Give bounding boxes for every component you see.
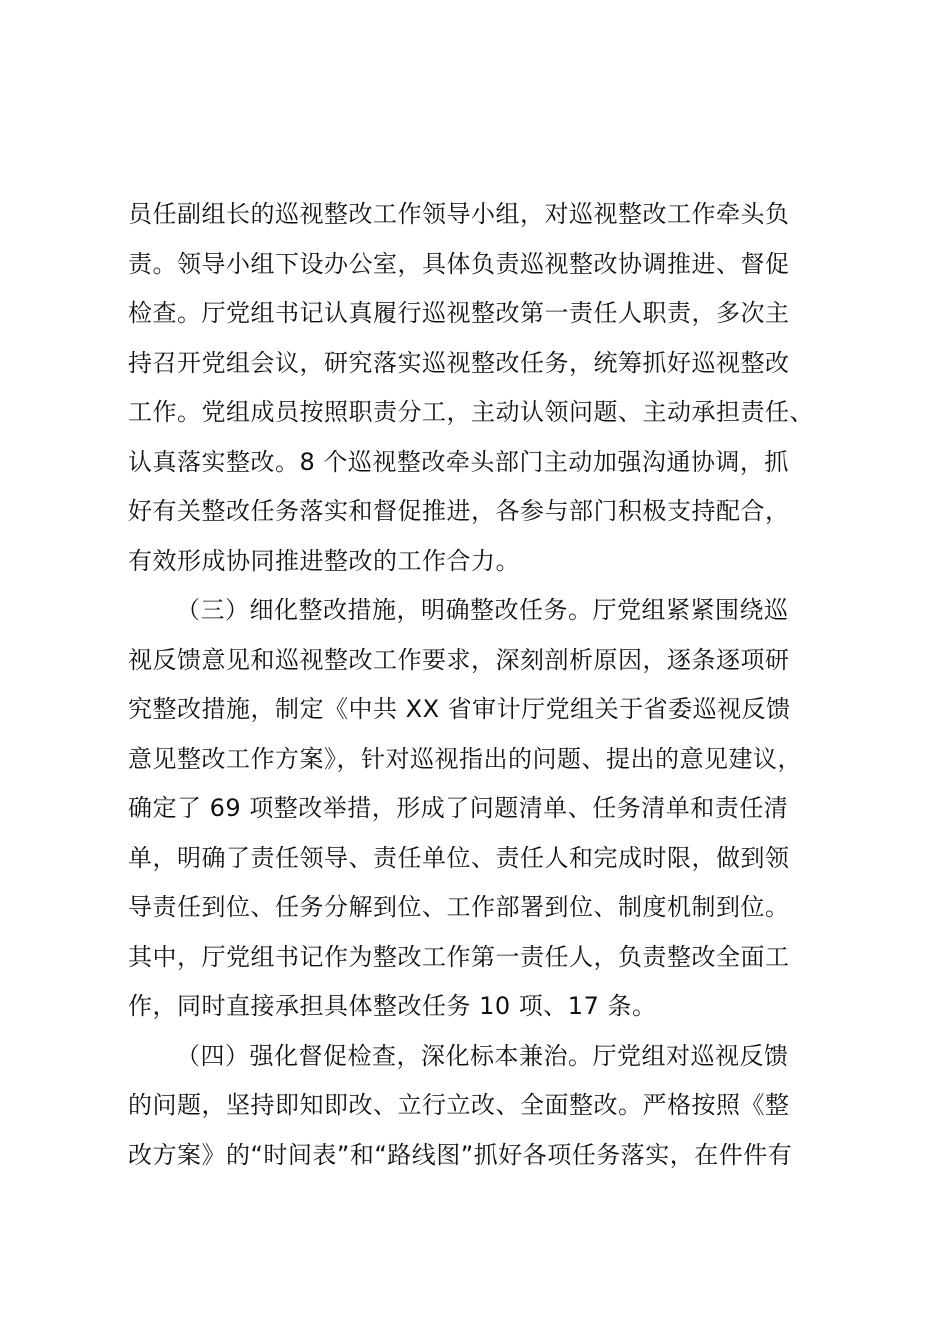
text-line: 认真落实整改。8 个巡视整改牵头部门主动加强沟通协调，抓 xyxy=(128,447,789,476)
document-body xyxy=(128,190,828,1180)
text-line: 意见整改工作方案》，针对巡视指出的问题、提出的意见建议， xyxy=(128,744,802,773)
text-line: 的问题，坚持即知即改、立行立改、全面整改。严格按照《整 xyxy=(128,1091,790,1119)
section-heading-line: （三）细化整改措施，明确整改任务。厅党组紧紧围绕巡 xyxy=(176,596,789,624)
section-heading-line: （四）强化督促检查，深化标本兼治。厅党组对巡视反馈 xyxy=(176,1041,789,1070)
text-line: 视反馈意见和巡视整改工作要求，深刻剖析原因，逐条逐项研 xyxy=(128,645,790,674)
text-line: 导责任到位、任务分解到位、工作部署到位、制度机制到位。 xyxy=(128,893,790,921)
text-line: 改方案》的“时间表”和“路线图”抓好各项任务落实，在件件有 xyxy=(128,1140,793,1169)
text-line: 员任副组长的巡视整改工作领导小组，对巡视整改工作牵头负 xyxy=(128,200,790,228)
text-line: 工作。党组成员按照职责分工，主动认领问题、主动承担责任、 xyxy=(128,398,814,426)
text-line: 究整改措施，制定《中共 XX 省审计厅党组关于省委巡视反馈 xyxy=(128,695,791,723)
text-line: 检查。厅党组书记认真履行巡视整改第一责任人职责，多次主 xyxy=(128,299,790,327)
text-line: 确定了 69 项整改举措，形成了问题清单、任务清单和责任清 xyxy=(128,794,789,822)
text-line: 持召开党组会议，研究落实巡视整改任务，统筹抓好巡视整改 xyxy=(128,348,790,377)
text-line: 责。领导小组下设办公室，具体负责巡视整改协调推进、督促 xyxy=(128,249,790,278)
text-line: 其中，厅党组书记作为整改工作第一责任人，负责整改全面工 xyxy=(128,942,790,971)
text-line: 有效形成协同推进整改的工作合力。 xyxy=(128,546,520,575)
text-line: 好有关整改任务落实和督促推进，各参与部门积极支持配合， xyxy=(128,497,790,525)
text-line: 单，明确了责任领导、责任单位、责任人和完成时限，做到领 xyxy=(128,843,790,872)
text-line: 作，同时直接承担具体整改任务 10 项、17 条。 xyxy=(128,992,657,1020)
